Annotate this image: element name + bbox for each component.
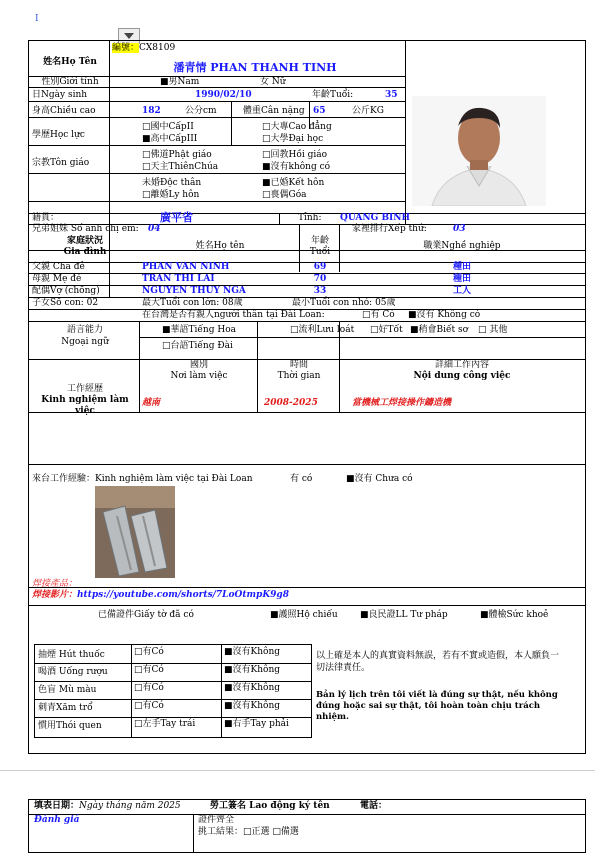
tinh-label: Tỉnh:	[298, 213, 322, 223]
language-option-1: ■華語Tiếng Hoa	[162, 325, 236, 335]
height-label: 身高Chiều cao	[32, 106, 96, 116]
weight-unit: 公斤KG	[352, 106, 384, 116]
marital-option-4: □喪偶Góa	[262, 190, 307, 200]
age-label: 年齡Tuổi:	[312, 90, 354, 100]
name-value: 潘青情 PHAN THANH TINH	[173, 61, 337, 74]
marital-option-1: 未婚Độc thân	[142, 178, 202, 188]
footer-docs: 證件齊全	[198, 815, 235, 825]
language-option-2: □流利Lưu loát	[290, 325, 355, 335]
text-cursor-mark: I	[35, 14, 39, 24]
product-label: 焊接產品：	[32, 579, 78, 589]
family-age-2: 33	[313, 286, 327, 296]
family-header-age-b: Tuổi	[309, 247, 331, 257]
family-job-1: 種田	[452, 274, 471, 284]
code-label: 編號：	[112, 43, 140, 53]
relatives-text: 在台灣是否有親人người thân tại Đài Loan:	[142, 310, 325, 320]
family-rel-1: 母親 Mẹ đẻ	[32, 274, 82, 284]
work-header-time-b: Thời gian	[277, 371, 321, 381]
children-younger: 最小Tuổi con nhỏ: 05歲	[292, 298, 396, 308]
work-period: 2008-2025	[264, 398, 318, 408]
family-job-0: 種田	[452, 262, 471, 272]
footer-date-label: 填表日期：	[34, 801, 80, 811]
gender-label: 性別Giới tính	[41, 77, 99, 87]
code-value: CX8109	[139, 43, 176, 53]
family-name-2: NGUYEN THUY NGA	[142, 286, 246, 296]
habit-label-2: 色盲 Mù màu	[38, 685, 97, 695]
gender-female: 女 Nữ	[260, 77, 286, 87]
language-option-6: □台語Tiếng Đài	[162, 341, 233, 351]
habit-label-4: 慣用Thói quen	[38, 721, 102, 731]
work-header-content: 詳細工作內容	[434, 360, 489, 370]
footer-phone: 電話：	[360, 801, 388, 811]
education-option-2: ■高中CấpIII	[142, 134, 198, 144]
religion-option-1: □佛道Phật giáo	[142, 150, 212, 160]
habit-no-4: ■右手Tay phải	[224, 719, 289, 729]
declaration-cn: 以上確是本人的真實資料無誤，若有不實或造假，本人願負一切法律責任。	[316, 651, 560, 673]
habit-label-3: 刺青Xăm trổ	[38, 703, 93, 713]
religion-option-3: □回教Hồi giáo	[262, 150, 328, 160]
habit-no-1: ■沒有Không	[224, 665, 280, 675]
work-country: 越南	[142, 398, 161, 408]
marital-option-3: ■已婚Kết hôn	[262, 178, 325, 188]
family-job-2: 工人	[452, 286, 471, 296]
video-link[interactable]: https://youtube.com/shorts/7LoOtmpK9g8	[77, 590, 289, 600]
habit-yes-0: □有Có	[134, 647, 164, 657]
education-option-3: □大專Cao đẳng	[262, 122, 332, 132]
language-label-2: Ngoại ngữ	[61, 337, 109, 347]
rank-value: 03	[453, 224, 466, 234]
taiwan-exp-no: ■沒有 Chưa có	[346, 474, 413, 484]
education-option-1: □國中CấpII	[142, 122, 194, 132]
name-label: 姓名Họ Tên	[43, 57, 97, 67]
family-header-job: 職業Nghề nghiệp	[423, 241, 501, 251]
page-separator	[0, 770, 595, 771]
code-field	[112, 43, 175, 54]
height-value: 182	[142, 106, 161, 116]
work-header-time: 時間	[289, 360, 308, 370]
documents-health: ■體檢Sức khoẻ	[480, 610, 549, 620]
habit-yes-2: □有Có	[134, 683, 164, 693]
children-older: 最大Tuổi con lớn: 08歲	[142, 298, 243, 308]
language-label-1: 語言能力	[66, 325, 103, 335]
footer-date-row	[34, 801, 181, 812]
education-option-4: □大學Đại học	[262, 134, 324, 144]
family-age-1: 70	[313, 274, 327, 284]
family-age-0: 69	[313, 262, 327, 272]
family-header-1: 家庭狀況	[66, 236, 103, 246]
video-row	[32, 590, 289, 601]
video-label: 焊接影片：	[32, 590, 78, 600]
habit-yes-1: □有Có	[134, 665, 164, 675]
hometown-value: 廣平省	[160, 211, 193, 224]
taiwan-exp-text: 來台工作經驗：Kinh nghiệm làm việc tại Đài Loan	[32, 474, 253, 484]
work-header-country: 國別	[189, 360, 208, 370]
family-name-0: PHAN VAN NINH	[142, 262, 230, 272]
dob-value: 1990/02/10	[195, 90, 252, 100]
footer-sign: 勞工簽名 Lao động ký tên	[210, 801, 330, 811]
rank-label: 家裡排行Xếp thứ:	[352, 224, 427, 234]
work-content: 當機械工焊接操作鑄造機	[352, 398, 452, 408]
footer-result: 挑工結果：□正選 □備選	[198, 827, 299, 837]
habit-label-1: 喝酒 Uống rượu	[38, 667, 108, 677]
siblings-label: 兄弟姐妹 Số anh chị em:	[32, 224, 139, 234]
gender-male: ■男Nam	[160, 77, 200, 87]
relatives-no: ■沒有 Không có	[408, 310, 481, 320]
footer-date: Ngày tháng năm 2025	[79, 801, 181, 811]
siblings-value: 04	[148, 224, 161, 234]
marital-option-2: □離婚Ly hôn	[142, 190, 200, 200]
work-label-3: việc	[75, 406, 95, 416]
religion-label: 宗教Tôn giáo	[32, 158, 90, 168]
language-option-3: □好Tốt	[370, 325, 403, 335]
portrait-photo	[412, 96, 546, 206]
taiwan-exp-yes: 有 có	[290, 474, 313, 484]
family-header-name: 姓名Họ tên	[195, 241, 245, 251]
family-rel-0: 父親 Cha đẻ	[32, 262, 85, 272]
work-label-2: Kinh nghiệm làm	[41, 395, 129, 405]
habit-no-3: ■沒有Không	[224, 701, 280, 711]
habit-no-0: ■沒有Không	[224, 647, 280, 657]
family-header-1b: Gia đình	[63, 247, 107, 257]
habit-yes-4: □左手Tay trái	[134, 719, 196, 729]
dob-label: 日Ngày sinh	[32, 90, 88, 100]
religion-option-4: ■沒有không có	[262, 162, 331, 172]
work-label-1: 工作經歷	[66, 384, 103, 394]
work-header-content-b: Nội dung công việc	[413, 371, 511, 381]
declaration-vn: Bản lý lịch trên tôi viết là đúng sự thật, nếu không đúng hoặc sai sự thật, tôi hoàn toàn chịu trách nhiệm.	[316, 690, 558, 722]
habit-label-0: 抽煙 Hút thuốc	[38, 650, 105, 660]
habit-yes-3: □有Có	[134, 701, 164, 711]
footer-eval: Đánh giá	[34, 815, 80, 825]
weight-value: 65	[313, 106, 326, 116]
work-header-country-b: Nơi làm việc	[170, 371, 228, 381]
weight-label: 體重Cân nặng	[243, 106, 305, 116]
children-label: 子女Số con: 02	[32, 298, 99, 308]
documents-passport: ■護照Hộ chiếu	[270, 610, 338, 620]
family-rel-2: 配偶Vợ (chồng)	[32, 286, 100, 296]
age-value: 35	[385, 90, 398, 100]
religion-option-2: □天主ThiênChúa	[142, 162, 219, 172]
habit-no-2: ■沒有Không	[224, 683, 280, 693]
education-label: 學歷Học lực	[32, 130, 85, 140]
chevron-down-icon	[124, 33, 134, 39]
family-name-1: TRAN THI LAI	[142, 274, 215, 284]
relatives-yes: □有 Có	[362, 310, 395, 320]
documents-label: 已備證件Giấy tờ đã có	[98, 610, 194, 620]
tinh-value: QUANG BINH	[340, 213, 410, 223]
weld-product-photo	[95, 486, 175, 578]
language-option-5: □ 其他	[478, 325, 508, 335]
height-unit: 公分cm	[185, 106, 217, 116]
family-header-age: 年齡	[310, 236, 329, 246]
hometown-label: 籍貫：	[32, 213, 60, 223]
language-option-4: ■稍會Biết sơ	[410, 325, 469, 335]
documents-police: ■良民證LL Tư pháp	[360, 610, 448, 620]
